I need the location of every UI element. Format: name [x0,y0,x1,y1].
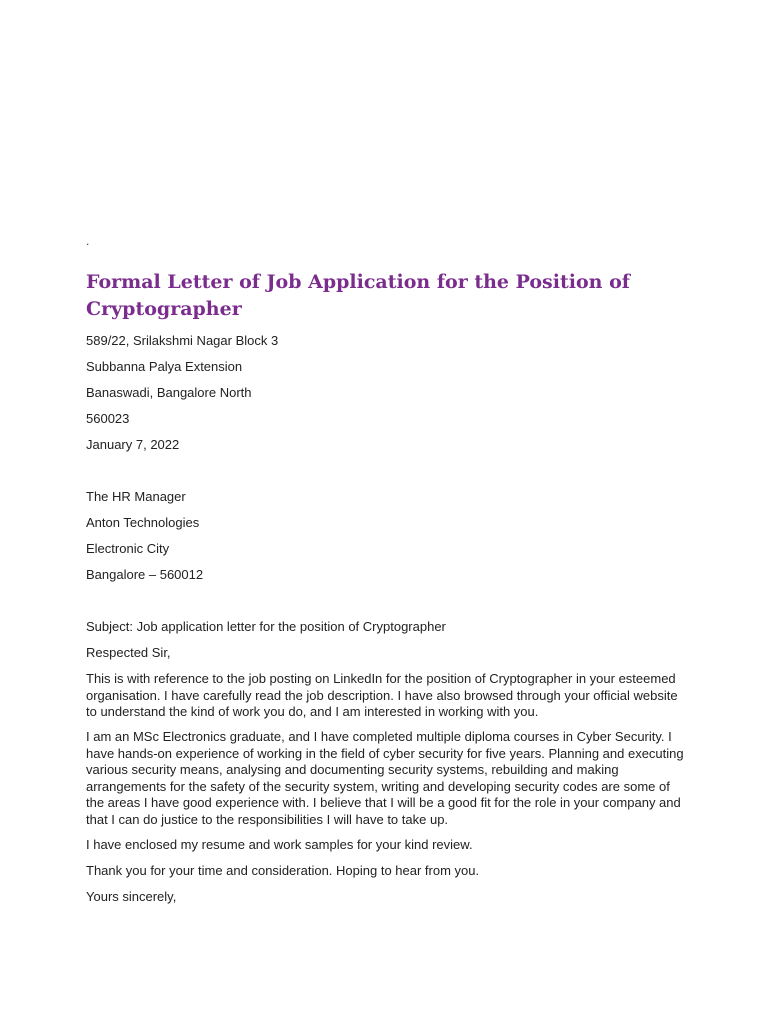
recipient-line1: The HR Manager [86,489,186,504]
body-paragraph-4: Thank you for your time and consideration. Hoping to hear from you. [86,863,480,878]
body-paragraph-2: I am an MSc Electronics graduate, and I have completed multiple diploma courses in Cyber Security. I have hands-on experience of working in the field of cyber security for five years. Planning and executing various security means, analysing and documenting security systems, rebuilding and making arrangements for the safety of the security system, writing and developing security codes are some of the areas I have good experience with. I believe that I will be a good fit for the role in your company and that I can do justice to the responsibilities I will have to take up. [86,729,684,827]
body-paragraph-3: I have enclosed my resume and work samples for your kind review. [86,837,473,852]
closing: Yours sincerely, [86,889,177,904]
recipient-line3: Electronic City [86,541,170,556]
subject-line: Subject: Job application letter for the position of Cryptographer [86,619,446,634]
recipient-line2: Anton Technologies [86,515,200,530]
letter-date: January 7, 2022 [86,437,180,452]
stray-dot: . [86,234,90,248]
salutation: Respected Sir, [86,645,171,660]
letter-title: Formal Letter of Job Application for the Position of Cryptographer [86,271,630,320]
sender-address-line1: 589/22, Srilakshmi Nagar Block 3 [86,333,279,348]
sender-address-line3: Banaswadi, Bangalore North [86,385,252,400]
sender-address-line2: Subbanna Palya Extension [86,359,243,374]
body-paragraph-1: This is with reference to the job posting on LinkedIn for the position of Cryptographer in your esteemed organisation. I have carefully read the job description. I have also browsed through your official website to understand the kind of work you do, and I am interested in working with you. [86,671,678,719]
recipient-line4: Bangalore – 560012 [86,567,204,582]
sender-postcode: 560023 [86,411,130,426]
